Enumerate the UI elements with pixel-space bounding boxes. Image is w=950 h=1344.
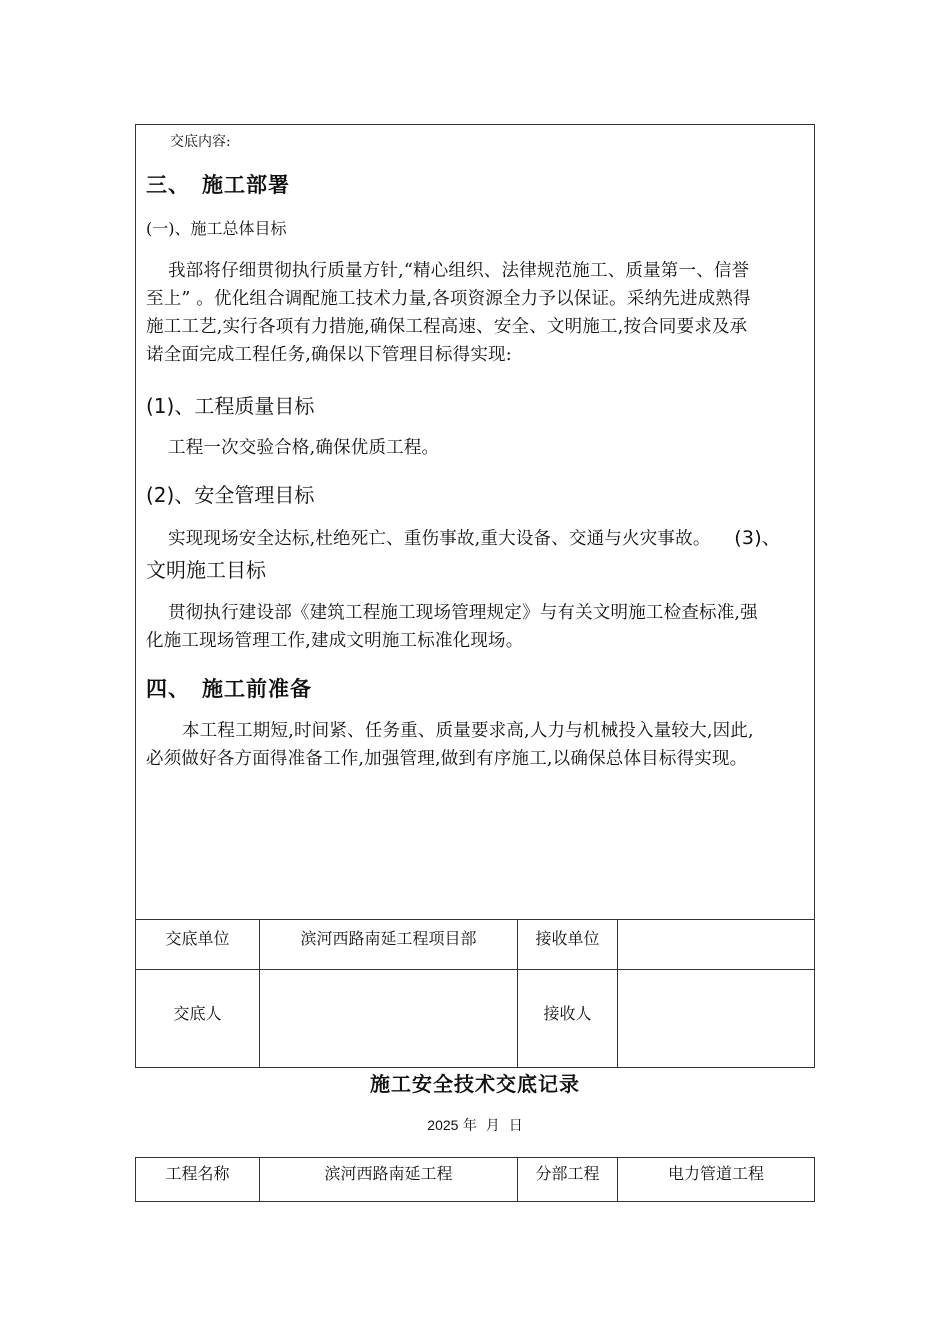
prep-line: 本工程工期短,时间紧、任务重、质量要求高,人力与机械投入量较大,因此, bbox=[182, 721, 754, 741]
goal3-prefix: (3)、 bbox=[734, 527, 782, 549]
section3-number: 三、 bbox=[146, 172, 190, 197]
sub-project-value: 电力管道工程 bbox=[667, 1164, 764, 1183]
issuer-unit-label-cell bbox=[136, 920, 260, 969]
intro-line: 我部将仔细贯彻执行质量方针,“精心组织、法律规范施工、质量第一、信誉 bbox=[168, 261, 750, 281]
section3-heading bbox=[146, 169, 290, 199]
section3-title: 施工部署 bbox=[202, 172, 290, 197]
issuer-person-value-cell bbox=[260, 970, 518, 1067]
intro-line: 施工工艺,实行各项有力措施,确保工程高速、安全、文明施工,按合同要求及承 bbox=[146, 317, 748, 337]
project-info-table bbox=[135, 1157, 815, 1202]
issuer-unit-value-cell bbox=[260, 920, 518, 969]
receiver-person-label-cell bbox=[518, 970, 618, 1067]
intro-line: 至上” 。优化组合调配施工技术力量,各项资源全力予以保证。采纳先进成熟得 bbox=[146, 289, 751, 309]
record-title: 施工安全技术交底记录 bbox=[370, 1072, 580, 1096]
sub-project-label-cell bbox=[518, 1158, 618, 1201]
goal1-heading: (1)、工程质量目标 bbox=[146, 394, 315, 418]
disclosure-table bbox=[135, 124, 815, 1068]
goal3-line: 化施工现场管理工作,建成文明施工标准化现场。 bbox=[146, 631, 524, 651]
record-date bbox=[0, 1115, 950, 1135]
receiver-unit-label: 接收单位 bbox=[535, 929, 600, 948]
disclosure-content-cell bbox=[136, 125, 814, 919]
sub1-heading: (一)、施工总体目标 bbox=[146, 219, 287, 238]
project-name-value-cell bbox=[260, 1158, 518, 1201]
record-year: 2025 bbox=[427, 1117, 459, 1133]
issuer-unit-value: 滨河西路南延工程项目部 bbox=[300, 929, 477, 948]
section4-title: 施工前准备 bbox=[202, 676, 312, 701]
project-name-value: 滨河西路南延工程 bbox=[324, 1164, 453, 1183]
prep-line: 必须做好各方面得准备工作,加强管理,做到有序施工,以确保总体目标得实现。 bbox=[146, 749, 748, 769]
goal1-text: 工程一次交验合格,确保优质工程。 bbox=[168, 438, 440, 458]
project-name-label: 工程名称 bbox=[165, 1164, 230, 1183]
issuer-person-label-cell bbox=[136, 970, 260, 1067]
receiver-unit-value-cell bbox=[618, 920, 814, 969]
prep-paragraph bbox=[146, 717, 810, 773]
sub-project-value-cell bbox=[618, 1158, 814, 1201]
intro-paragraph bbox=[146, 257, 810, 369]
receiver-person-label: 接收人 bbox=[543, 1004, 592, 1023]
goal2-heading: (2)、安全管理目标 bbox=[146, 483, 315, 507]
issuer-unit-label: 交底单位 bbox=[165, 929, 230, 948]
section4-heading bbox=[146, 673, 312, 703]
section4-number: 四、 bbox=[146, 676, 190, 701]
issuer-person-label: 交底人 bbox=[173, 1004, 222, 1023]
signature-row-persons bbox=[136, 969, 814, 1067]
content-label: 交底内容: bbox=[170, 134, 231, 150]
goal3-line: 贯彻执行建设部《建筑工程施工现场管理规定》与有关文明施工检查标准,强 bbox=[168, 603, 758, 623]
goal2-text: 实现现场安全达标,杜绝死亡、重伤事故,重大设备、交通与火灾事故。 bbox=[168, 529, 711, 549]
goal2-paragraph bbox=[146, 524, 810, 553]
intro-line: 诺全面完成工程任务,确保以下管理目标得实现: bbox=[146, 345, 512, 365]
receiver-unit-label-cell bbox=[518, 920, 618, 969]
record-date-rest: 年 月 日 bbox=[458, 1118, 523, 1134]
sub-project-label: 分部工程 bbox=[535, 1164, 600, 1183]
goal3-paragraph bbox=[146, 599, 810, 655]
goal3-heading: 文明施工目标 bbox=[146, 558, 266, 582]
project-name-label-cell bbox=[136, 1158, 260, 1201]
receiver-person-value-cell bbox=[618, 970, 814, 1067]
signature-row-units bbox=[136, 919, 814, 969]
